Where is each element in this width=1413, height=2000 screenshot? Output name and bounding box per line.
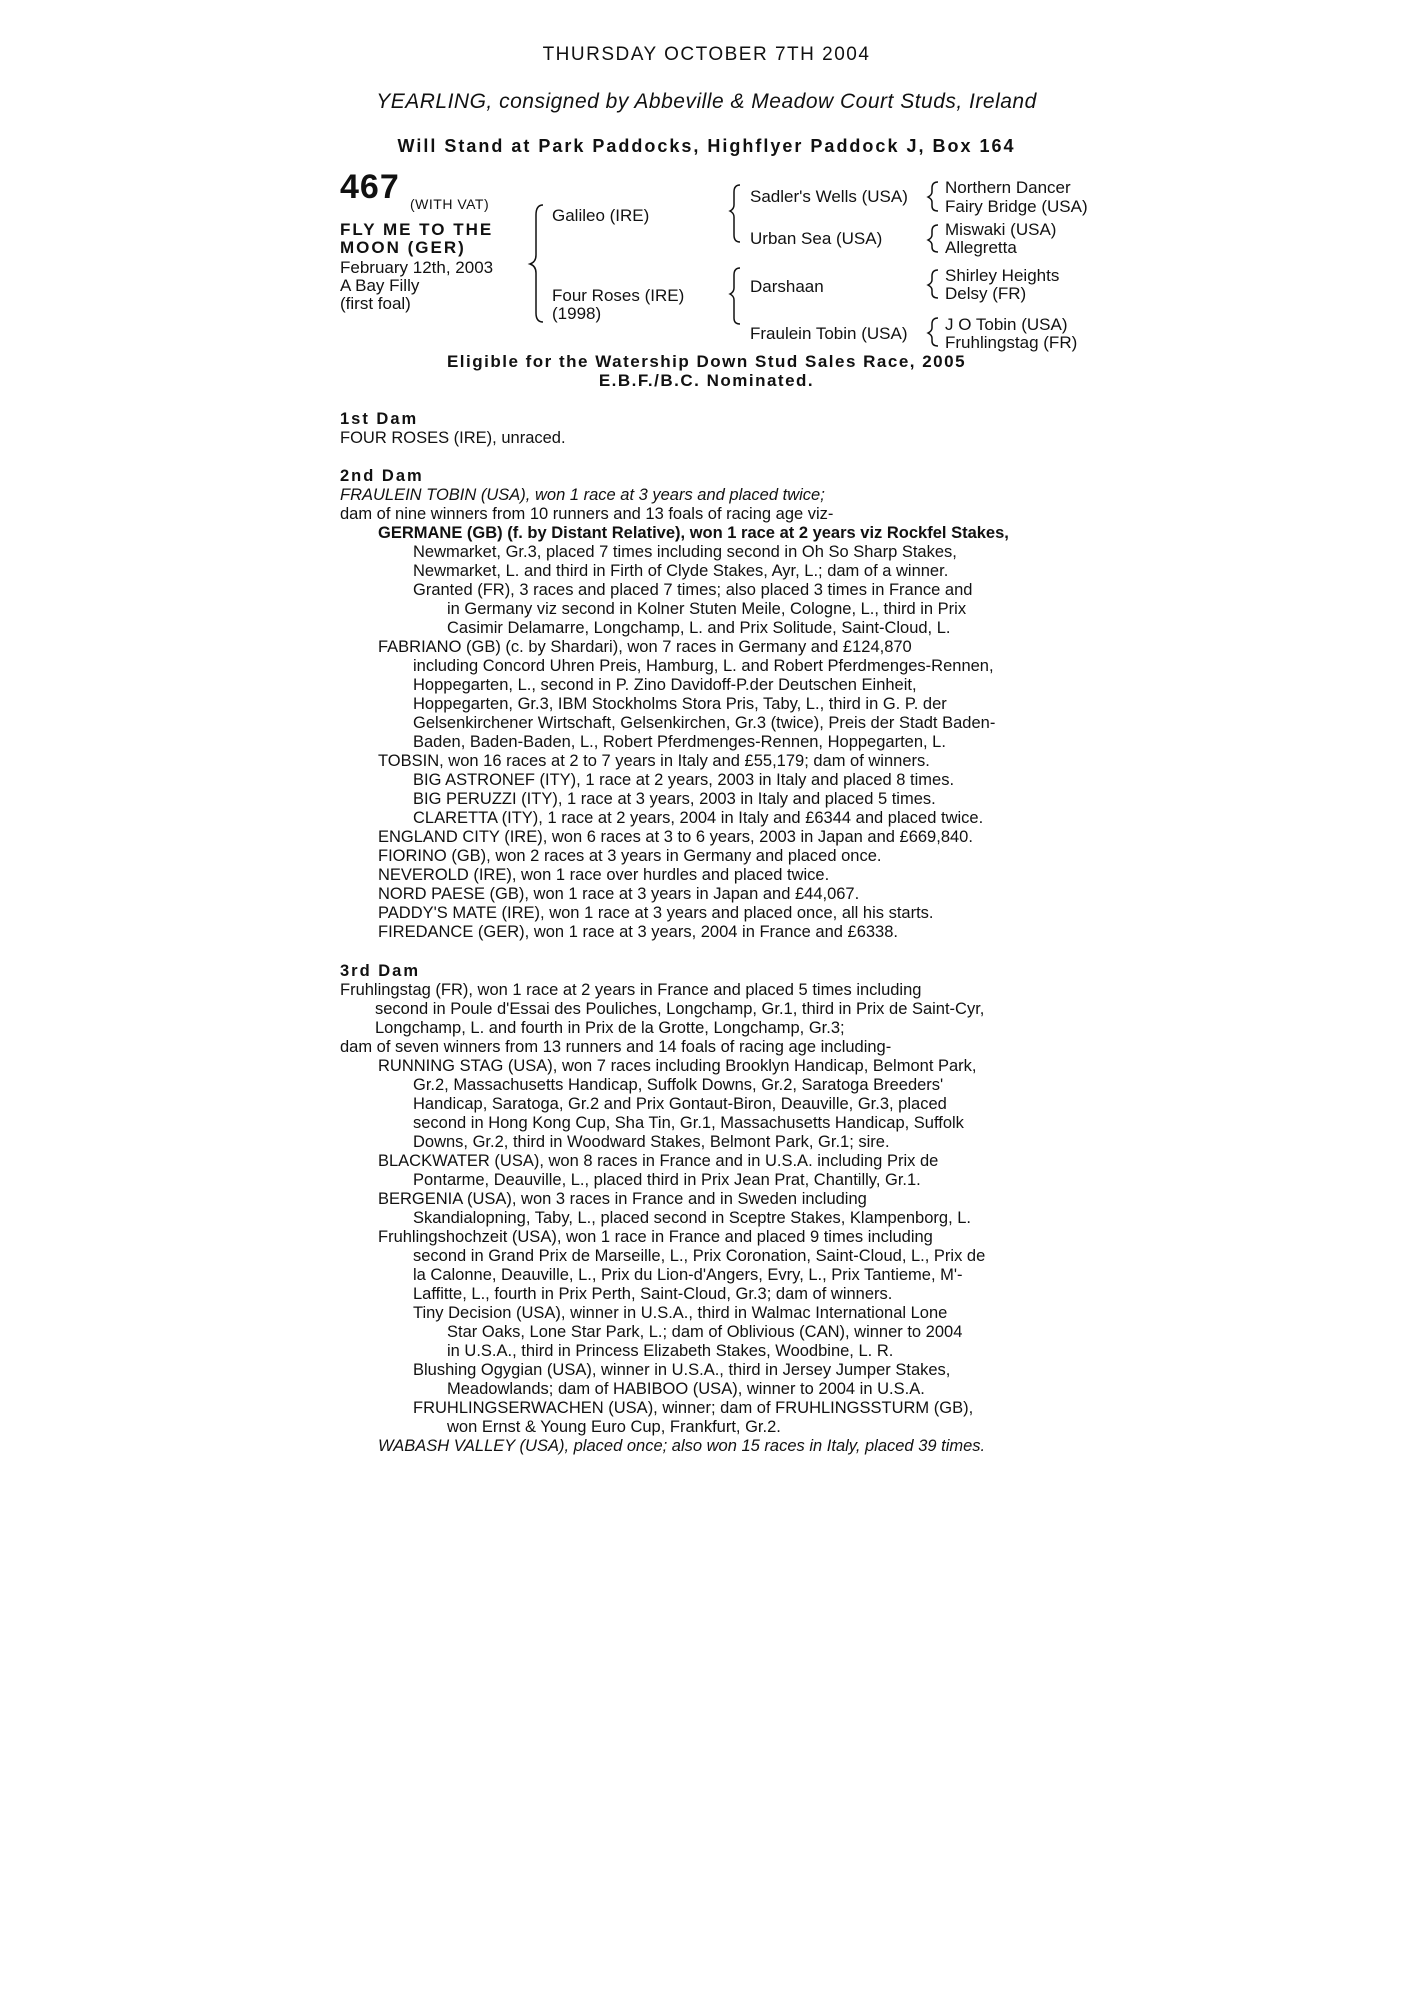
second-dam-line: Hoppegarten, Gr.3, IBM Stockholms Stora Pris, Taby, L., third in G. P. der [413, 695, 947, 713]
second-dam-line: FABRIANO (GB) (c. by Shardari), won 7 races in Germany and £124,870 [378, 638, 912, 656]
sire-sire-name: Sadler's Wells (USA) [750, 187, 908, 206]
dam-sire-name: Darshaan [750, 277, 824, 296]
third-dam-line: Tiny Decision (USA), winner in U.S.A., third in Walmac International Lone [413, 1304, 948, 1322]
third-dam-line: Fruhlingshochzeit (USA), won 1 race in France and placed 9 times including [378, 1228, 933, 1246]
third-dam-line: won Ernst & Young Euro Cup, Frankfurt, Gr.2. [447, 1418, 781, 1436]
second-dam-line: Casimir Delamarre, Longchamp, L. and Prix Solitude, Saint-Cloud, L. [447, 619, 951, 637]
third-dam-line: BERGENIA (USA), won 3 races in France and in Sweden including [378, 1190, 867, 1208]
sire-name: Galileo (IRE) [552, 206, 650, 225]
second-dam-line: including Concord Uhren Preis, Hamburg, L. and Robert Pferdmenges-Rennen, [413, 657, 994, 675]
dam-name-line2: (1998) [552, 304, 602, 323]
second-dam-line: Baden, Baden-Baden, L., Robert Pferdmenges-Rennen, Hoppegarten, L. [413, 733, 946, 751]
third-dam-line: Gr.2, Massachusetts Handicap, Suffolk Downs, Gr.2, Saratoga Breeders' [413, 1076, 944, 1094]
eligibility-line1: Eligible for the Watership Down Stud Sales Race, 2005 [446, 352, 967, 371]
stand-location: Will Stand at Park Paddocks, Highflyer Paddock J, Box 164 [397, 136, 1016, 156]
second-dam-line: TOBSIN, won 16 races at 2 to 7 years in Italy and £55,179; dam of winners. [378, 752, 930, 770]
second-dam-line: CLARETTA (ITY), 1 race at 2 years, 2004 in Italy and £6344 and placed twice. [413, 809, 984, 827]
second-dam-line: FIORINO (GB), won 2 races at 3 years in Germany and placed once. [378, 847, 882, 865]
dam-dam-name: Fraulein Tobin (USA) [750, 324, 908, 343]
third-dam-line: la Calonne, Deauville, L., Prix du Lion-d'Angers, Evry, L., Prix Tantieme, M'- [413, 1266, 963, 1284]
pedigree-braces [0, 0, 1413, 360]
second-dam-line: Newmarket, Gr.3, placed 7 times including second in Oh So Sharp Stakes, [413, 543, 957, 561]
second-dam-line: Gelsenkirchener Wirtschaft, Gelsenkirchen, Gr.3 (twice), Preis der Stadt Baden- [413, 714, 996, 732]
lot-number: 467 [340, 168, 400, 206]
second-dam-line: Granted (FR), 3 races and placed 7 times; also placed 3 times in France and [413, 581, 973, 599]
third-dam-line: second in Grand Prix de Marseille, L., Prix Coronation, Saint-Cloud, L., Prix de [413, 1247, 986, 1265]
third-dam-line: Pontarme, Deauville, L., placed third in Prix Jean Prat, Chantilly, Gr.1. [413, 1171, 921, 1189]
first-dam-heading: 1st Dam [340, 410, 419, 428]
second-dam-line: NORD PAESE (GB), won 1 race at 3 years in Japan and £44,067. [378, 885, 860, 903]
second-dam-heading: 2nd Dam [340, 467, 424, 485]
third-dam-line: Blushing Ogygian (USA), winner in U.S.A., third in Jersey Jumper Stakes, [413, 1361, 951, 1379]
third-dam-line: Star Oaks, Lone Star Park, L.; dam of Oblivious (CAN), winner to 2004 [447, 1323, 963, 1341]
third-dam-line: in U.S.A., third in Princess Elizabeth Stakes, Woodbine, L. R. [447, 1342, 894, 1360]
sale-date: THURSDAY OCTOBER 7TH 2004 [542, 44, 871, 65]
great-grandparent-8: Fruhlingstag (FR) [945, 333, 1078, 352]
third-dam-line: Skandialopning, Taby, L., placed second in Sceptre Stakes, Klampenborg, L. [413, 1209, 971, 1227]
third-dam-heading: 3rd Dam [340, 962, 421, 980]
second-dam-line: GERMANE (GB) (f. by Distant Relative), won 1 race at 2 years viz Rockfel Stakes, [378, 524, 1009, 542]
horse-name-line2: MOON (GER) [340, 238, 466, 257]
third-dam-line: BLACKWATER (USA), won 8 races in France and in U.S.A. including Prix de [378, 1152, 939, 1170]
second-dam-line: BIG PERUZZI (ITY), 1 race at 3 years, 2003 in Italy and placed 5 times. [413, 790, 936, 808]
third-dam-line: Fruhlingstag (FR), won 1 race at 2 years in France and placed 5 times including [340, 981, 922, 999]
third-dam-line: RUNNING STAG (USA), won 7 races including Brooklyn Handicap, Belmont Park, [378, 1057, 977, 1075]
third-dam-line: dam of seven winners from 13 runners and 14 foals of racing age including- [340, 1038, 892, 1056]
dam-name-line1: Four Roses (IRE) [552, 286, 685, 305]
third-dam-line: Downs, Gr.2, third in Woodward Stakes, Belmont Park, Gr.1; sire. [413, 1133, 890, 1151]
sire-dam-name: Urban Sea (USA) [750, 229, 883, 248]
second-dam-line: FRAULEIN TOBIN (USA), won 1 race at 3 years and placed twice; [340, 486, 825, 504]
second-dam-line: BIG ASTRONEF (ITY), 1 race at 2 years, 2003 in Italy and placed 8 times. [413, 771, 955, 789]
third-dam-line: Laffitte, L., fourth in Prix Perth, Saint-Cloud, Gr.3; dam of winners. [413, 1285, 893, 1303]
eligibility-line2: E.B.F./B.C. Nominated. [598, 371, 815, 390]
great-grandparent-5: Shirley Heights [945, 266, 1060, 285]
vat-note: (WITH VAT) [410, 196, 490, 212]
horse-name-line1: FLY ME TO THE [340, 220, 494, 239]
great-grandparent-1: Northern Dancer [945, 178, 1071, 197]
foaling-date: February 12th, 2003 [340, 258, 494, 277]
second-dam-line: NEVEROLD (IRE), won 1 race over hurdles and placed twice. [378, 866, 830, 884]
first-dam-text: FOUR ROSES (IRE), unraced. [340, 429, 566, 447]
foal-note: (first foal) [340, 294, 411, 313]
second-dam-line: Newmarket, L. and third in Firth of Clyde Stakes, Ayr, L.; dam of a winner. [413, 562, 949, 580]
second-dam-line: dam of nine winners from 10 runners and 13 foals of racing age viz- [340, 505, 834, 523]
great-grandparent-3: Miswaki (USA) [945, 220, 1057, 239]
great-grandparent-2: Fairy Bridge (USA) [945, 197, 1088, 216]
third-dam-line: Meadowlands; dam of HABIBOO (USA), winner to 2004 in U.S.A. [447, 1380, 925, 1398]
great-grandparent-6: Delsy (FR) [945, 284, 1027, 303]
great-grandparent-7: J O Tobin (USA) [945, 315, 1068, 334]
third-dam-line: second in Poule d'Essai des Pouliches, Longchamp, Gr.1, third in Prix de Saint-Cyr, [375, 1000, 985, 1018]
second-dam-line: FIREDANCE (GER), won 1 race at 3 years, 2004 in France and £6338. [378, 923, 898, 941]
third-dam-line: FRUHLINGSERWACHEN (USA), winner; dam of FRUHLINGSSTURM (GB), [413, 1399, 974, 1417]
horse-description: A Bay Filly [340, 276, 420, 295]
second-dam-line: PADDY'S MATE (IRE), won 1 race at 3 years and placed once, all his starts. [378, 904, 934, 922]
great-grandparent-4: Allegretta [945, 238, 1017, 257]
consignor-line: YEARLING, consigned by Abbeville & Meadow Court Studs, Ireland [376, 90, 1037, 113]
second-dam-line: in Germany viz second in Kolner Stuten Meile, Cologne, L., third in Prix [447, 600, 967, 618]
third-dam-line: WABASH VALLEY (USA), placed once; also won 15 races in Italy, placed 39 times. [378, 1437, 986, 1455]
third-dam-line: Handicap, Saratoga, Gr.2 and Prix Gontaut-Biron, Deauville, Gr.3, placed [413, 1095, 947, 1113]
third-dam-line: second in Hong Kong Cup, Sha Tin, Gr.1, Massachusetts Handicap, Suffolk [413, 1114, 964, 1132]
second-dam-line: ENGLAND CITY (IRE), won 6 races at 3 to 6 years, 2003 in Japan and £669,840. [378, 828, 973, 846]
second-dam-line: Hoppegarten, L., second in P. Zino Davidoff-P.der Deutschen Einheit, [413, 676, 917, 694]
third-dam-line: Longchamp, L. and fourth in Prix de la Grotte, Longchamp, Gr.3; [375, 1019, 845, 1037]
